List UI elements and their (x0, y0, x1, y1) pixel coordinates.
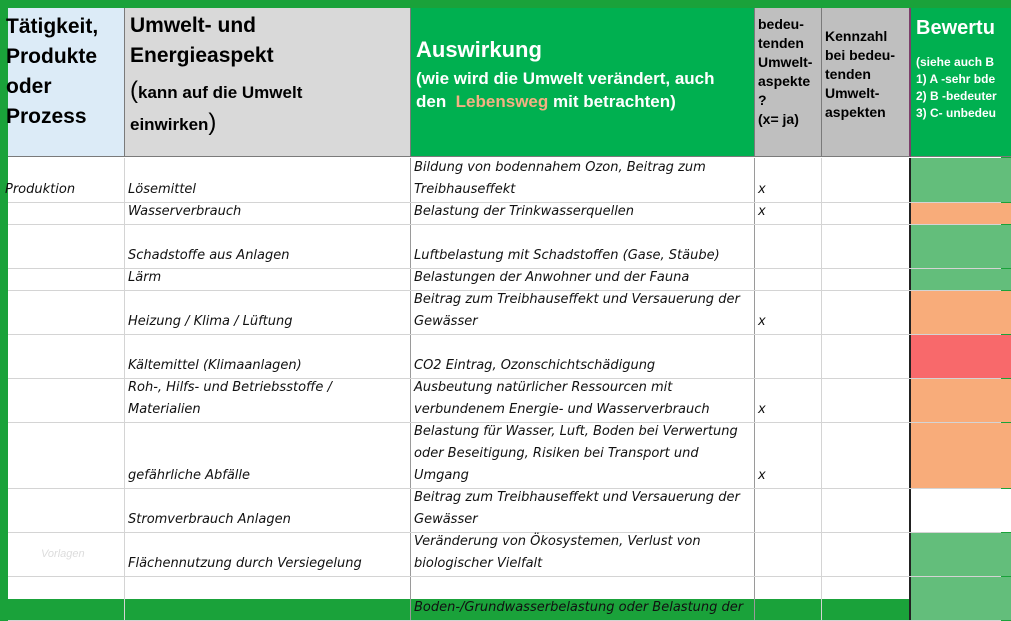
impact-text: Bildung von bodennahem Ozon, Beitrag zum Treibhauseffekt (414, 160, 706, 197)
aspect-text: Schadstoffe aus Anlagen (128, 248, 290, 263)
activity-cell[interactable] (8, 423, 125, 488)
aspect-cell[interactable] (125, 225, 411, 268)
aspect-text: Kältemittel (Klimaanlagen) (128, 358, 302, 373)
significant-text: x (758, 204, 766, 219)
indicator-cell[interactable] (822, 291, 911, 334)
rating-cell[interactable] (911, 335, 1011, 378)
rating-cell[interactable] (911, 158, 1011, 202)
aspect-text: Lösemittel (128, 182, 197, 197)
rating-cell[interactable] (911, 379, 1011, 422)
indicator-cell[interactable] (822, 158, 911, 202)
indicator-cell[interactable] (822, 335, 911, 378)
rating-cell[interactable] (911, 203, 1011, 224)
significant-cell[interactable] (755, 269, 822, 290)
header-indicator-label: Kennzahl bei bedeu- tenden Umwelt- aspekten (825, 28, 896, 120)
significant-text: x (758, 314, 766, 329)
significant-text: x (758, 468, 766, 483)
activity-cell[interactable] (8, 577, 125, 620)
header-indicator[interactable] (822, 8, 911, 157)
rating-cell[interactable] (911, 489, 1011, 532)
aspect-cell[interactable] (125, 291, 411, 334)
header-aspect-subtitle: (kann auf die Umwelt einwirken) (130, 77, 303, 136)
significant-cell[interactable] (755, 291, 822, 334)
header-rating-title: Bewertu (916, 17, 995, 39)
impact-text: Luftbelastung mit Schadstoffen (Gase, Stäube) (414, 248, 720, 263)
impact-text: Ausbeutung natürlicher Ressourcen mit verbundenem Energie- und Wasserverbrauch (414, 380, 710, 417)
table-row (8, 335, 1001, 379)
aspect-text: Stromverbrauch Anlagen (128, 512, 291, 527)
indicator-cell[interactable] (822, 203, 911, 224)
spreadsheet (5, 8, 1001, 615)
header-significant[interactable] (755, 8, 822, 157)
header-rating-subtitle: (siehe auch B 1) A -sehr bde 2) B -bedeuter 3) C- unbedeu (916, 55, 997, 120)
header-impact-title: Auswirkung (416, 37, 542, 62)
impact-cell[interactable] (411, 225, 755, 268)
activity-cell[interactable] (5, 158, 125, 202)
activity-cell[interactable] (8, 335, 125, 378)
indicator-cell[interactable] (822, 577, 911, 620)
activity-cell[interactable] (8, 225, 125, 268)
activity-cell[interactable] (8, 291, 125, 334)
header-impact-subtitle: (wie wird die Umwelt verändert, auch den Lebensweg mit betrachten) (416, 69, 715, 111)
activity-cell[interactable] (8, 269, 125, 290)
indicator-cell[interactable] (822, 269, 911, 290)
header-activity[interactable] (8, 8, 125, 157)
significant-cell[interactable] (755, 423, 822, 488)
indicator-cell[interactable] (822, 489, 911, 532)
impact-cell[interactable] (411, 291, 755, 334)
table-row (8, 269, 1001, 291)
aspect-cell[interactable] (125, 203, 411, 224)
impact-cell[interactable] (411, 158, 755, 202)
significant-cell[interactable] (755, 203, 822, 224)
impact-cell[interactable] (411, 423, 755, 488)
indicator-cell[interactable] (822, 225, 911, 268)
table-row (8, 577, 1001, 621)
table-row (8, 203, 1001, 225)
table-row (8, 489, 1001, 533)
table-row (8, 291, 1001, 335)
aspect-cell[interactable] (125, 577, 411, 620)
table-row (8, 379, 1001, 423)
significant-cell[interactable] (755, 489, 822, 532)
impact-text: Belastung für Wasser, Luft, Boden bei Verwertung oder Beseitigung, Risiken bei Transport und Umgang (414, 424, 738, 483)
table-row (8, 533, 1001, 577)
impact-text: Veränderung von Ökosystemen, Verlust von biologischer Vielfalt (414, 534, 701, 571)
header-rating[interactable] (911, 8, 1011, 157)
significant-cell[interactable] (755, 533, 822, 576)
aspect-text: Roh-, Hilfs- und Betriebsstoffe / Materialien (128, 380, 332, 417)
impact-cell[interactable] (411, 489, 755, 532)
aspect-text: Wasserverbrauch (128, 204, 242, 219)
activity-cell[interactable] (8, 379, 125, 422)
table-row (8, 423, 1001, 489)
aspect-text: Flächennutzung durch Versiegelung (128, 556, 362, 571)
aspect-text: Lärm (128, 270, 162, 285)
significant-cell[interactable] (755, 225, 822, 268)
aspect-cell[interactable] (125, 533, 411, 576)
aspect-cell[interactable] (125, 379, 411, 422)
activity-text: Produktion (5, 182, 76, 197)
aspect-cell[interactable] (125, 423, 411, 488)
impact-cell[interactable] (411, 533, 755, 576)
significant-text: x (758, 402, 766, 417)
table-row (5, 158, 1001, 203)
impact-text: Belastung der Trinkwasserquellen (414, 204, 635, 219)
indicator-cell[interactable] (822, 379, 911, 422)
impact-text: Boden-/Grundwasserbelastung oder Belastung der (414, 600, 744, 615)
impact-cell[interactable] (411, 203, 755, 224)
watermark: Vorlagen (41, 548, 85, 560)
aspect-cell[interactable] (125, 489, 411, 532)
rating-cell[interactable] (911, 225, 1011, 268)
impact-text: Beitrag zum Treibhauseffekt und Versauerung der Gewässer (414, 292, 740, 329)
significant-cell[interactable] (755, 379, 822, 422)
impact-cell[interactable] (411, 577, 755, 620)
rating-cell[interactable] (911, 533, 1011, 576)
aspect-cell[interactable] (125, 269, 411, 290)
significant-cell[interactable] (755, 335, 822, 378)
table-row (8, 225, 1001, 269)
impact-text: CO2 Eintrag, Ozonschichtschädigung (414, 358, 656, 373)
activity-cell[interactable] (8, 203, 125, 224)
indicator-cell[interactable] (822, 423, 911, 488)
header-activity-label: Tätigkeit, Produkte oder Prozess (6, 15, 99, 128)
header-significant-label: bedeu- tenden Umwelt- aspekte ? (x= ja) (758, 16, 813, 127)
indicator-cell[interactable] (822, 533, 911, 576)
impact-text: Beitrag zum Treibhauseffekt und Versauerung der Gewässer (414, 490, 740, 527)
rating-cell[interactable] (911, 577, 1011, 620)
aspect-cell[interactable] (125, 158, 411, 202)
impact-cell[interactable] (411, 379, 755, 422)
aspect-text: Heizung / Klima / Lüftung (128, 314, 293, 329)
header-aspect[interactable] (125, 8, 411, 157)
aspect-cell[interactable] (125, 335, 411, 378)
impact-text: Belastungen der Anwohner und der Fauna (414, 270, 690, 285)
rating-cell[interactable] (911, 269, 1011, 290)
significant-cell[interactable] (755, 158, 822, 202)
activity-cell[interactable] (8, 489, 125, 532)
impact-cell[interactable] (411, 269, 755, 290)
header-impact[interactable] (411, 8, 755, 157)
rating-cell[interactable] (911, 291, 1011, 334)
significant-text: x (758, 182, 766, 197)
impact-cell[interactable] (411, 335, 755, 378)
aspect-text: gefährliche Abfälle (128, 468, 251, 483)
header-aspect-title: Umwelt- und Energieaspekt (130, 14, 274, 67)
rating-cell[interactable] (911, 423, 1011, 488)
significant-cell[interactable] (755, 577, 822, 620)
